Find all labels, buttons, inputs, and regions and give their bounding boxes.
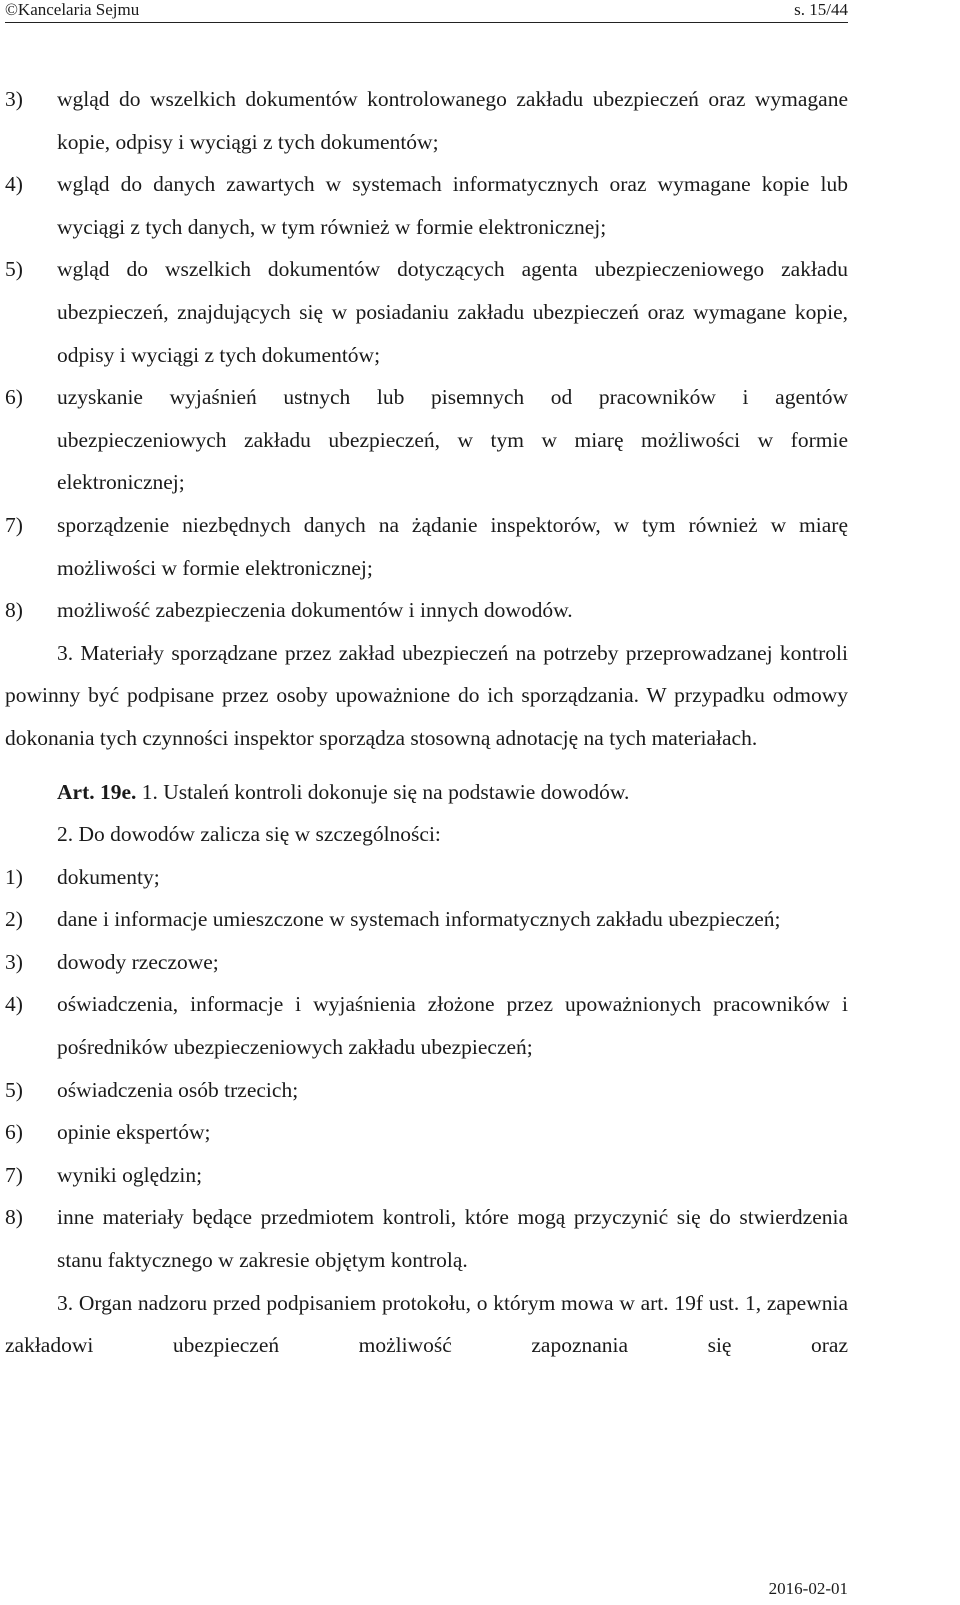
item-number: 3) <box>5 949 23 974</box>
article-heading <box>5 771 848 814</box>
item-text: dowody rzeczowe; <box>57 949 219 974</box>
list-item <box>5 504 848 589</box>
item-number: 5) <box>5 1077 23 1102</box>
paragraph-3: 3. Materiały sporządzane przez zakład ubezpieczeń na potrzeby przeprowadzanej kontroli powinny być podpisane przez osoby upoważnione do ich sporządzania. W przypadku odmowy dokonania tych czynności inspektor sporządza stosowną adnotację na tych materiałach. <box>5 640 848 750</box>
item-text: oświadczenia osób trzecich; <box>57 1077 299 1102</box>
item-number: 8) <box>5 1205 23 1230</box>
item-number: 4) <box>5 992 23 1017</box>
item-number: 2) <box>5 907 23 932</box>
list-item <box>5 1069 848 1112</box>
item-text: inne materiały będące przedmiotem kontroli, które mogą przyczynić się do stwierdzenia stanu faktycznego w zakresie objętym kontrolą. <box>57 1205 848 1273</box>
item-number: 6) <box>5 385 23 410</box>
item-text: dokumenty; <box>57 864 160 889</box>
item-text: wyniki oględzin; <box>57 1162 203 1187</box>
item-text: opinie ekspertów; <box>57 1120 211 1145</box>
item-text: sporządzenie niezbędnych danych na żądanie inspektorów, w tym również w miarę możliwości w formie elektronicznej; <box>57 512 848 580</box>
item-text: uzyskanie wyjaśnień ustnych lub pisemnych od pracowników i agentów ubezpieczeniowych zakładu ubezpieczeń, w tym w miarę możliwości w formie elektronicznej; <box>57 385 848 495</box>
item-text: dane i informacje umieszczone w systemach informatycznych zakładu ubezpieczeń; <box>57 907 781 932</box>
item-number: 7) <box>5 512 23 537</box>
list-item <box>5 78 848 163</box>
item-text: możliwość zabezpieczenia dokumentów i innych dowodów. <box>57 598 573 623</box>
item-number: 5) <box>5 257 23 282</box>
list-item <box>5 589 848 632</box>
item-number: 1) <box>5 864 23 889</box>
list-item <box>5 376 848 504</box>
paragraph-2: 2. Do dowodów zalicza się w szczególności: <box>57 822 441 847</box>
article-label: Art. 19e. <box>57 779 137 804</box>
item-number: 6) <box>5 1120 23 1145</box>
item-text: wgląd do wszelkich dokumentów dotyczących agenta ubezpieczeniowego zakładu ubezpieczeń, znajdujących się w posiadaniu zakładu ubezpieczeń oraz wymagane kopie, odpisy i wyciągi z tych dokumentów; <box>57 257 848 367</box>
page-footer-date: 2016-02-01 <box>768 1579 848 1598</box>
list-item <box>5 248 848 376</box>
page-header <box>5 0 848 23</box>
item-number: 4) <box>5 172 23 197</box>
list-item <box>5 941 848 984</box>
item-number: 7) <box>5 1162 23 1187</box>
document-body <box>5 78 848 1367</box>
header-copyright: ©Kancelaria Sejmu <box>5 0 140 19</box>
list-item <box>5 1111 848 1154</box>
list-item <box>5 163 848 248</box>
article-text: 1. Ustaleń kontroli dokonuje się na podstawie dowodów. <box>136 779 630 804</box>
paragraph-3-organ: 3. Organ nadzoru przed podpisaniem protokołu, o którym mowa w art. 19f ust. 1, zapewnia zakładowi ubezpieczeń możliwość zapoznania się oraz <box>5 1290 848 1358</box>
item-text: wgląd do wszelkich dokumentów kontrolowanego zakładu ubezpieczeń oraz wymagane kopie, odpisy i wyciągi z tych dokumentów; <box>57 87 848 154</box>
item-number: 3) <box>5 87 23 111</box>
list-item <box>5 1196 848 1281</box>
item-number: 8) <box>5 598 23 623</box>
item-text: wgląd do danych zawartych w systemach informatycznych oraz wymagane kopie lub wyciągi z tych danych, w tym również w formie elektronicznej; <box>57 172 848 239</box>
list-item <box>5 898 848 941</box>
list-item <box>5 856 848 899</box>
item-text: oświadczenia, informacje i wyjaśnienia złożone przez upoważnionych pracowników i pośredników ubezpieczeniowych zakładu ubezpieczeń; <box>57 992 848 1060</box>
list-item <box>5 983 848 1068</box>
list-item <box>5 1154 848 1197</box>
header-page-number: s. 15/44 <box>794 0 848 19</box>
